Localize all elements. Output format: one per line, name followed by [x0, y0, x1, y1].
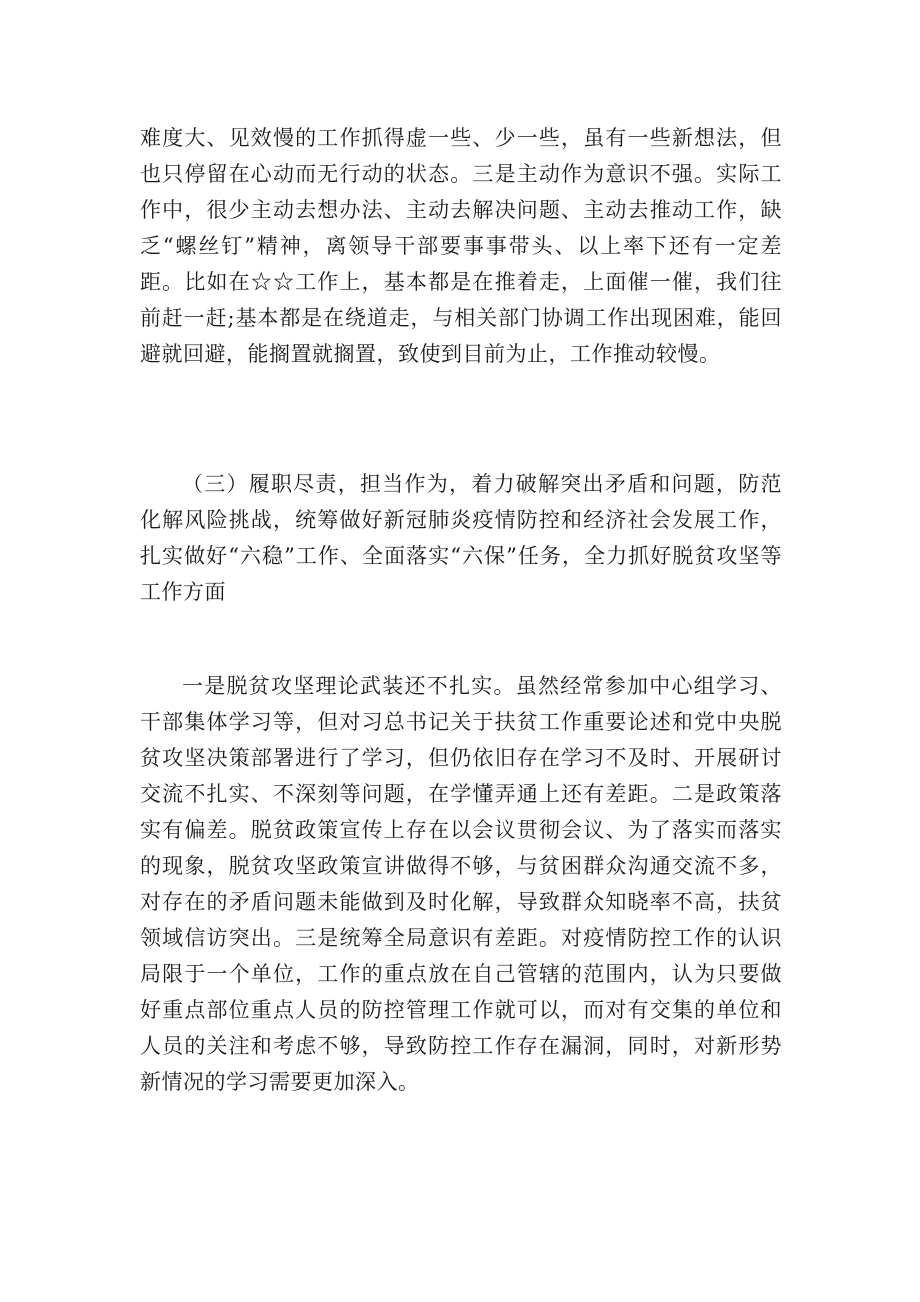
paragraph-continuation: 难度大、见效慢的工作抓得虚一些、少一些，虽有一些新想法，但也只停留在心动而无行动的状态。三是主动作为意识不强。实际工作中，很少主动去想办法、主动去解决问题、主动去推动工作，缺乏“螺丝钉”精神，离领导干部要事事带头、以上率下还有一定差距。比如在☆☆工作上，基本都是在推着走，上面催一催，我们往前赶一赶;基本都是在绕道走，与相关部门协调工作出现困难，能回避就回避，能搁置就搁置，致使到目前为止，工作推动较慢。	[140, 126, 782, 366]
paragraph-body: 一是脱贫攻坚理论武装还不扎实。虽然经常参加中心组学习、干部集体学习等，但对习总书记关于扶贫工作重要论述和党中央脱贫攻坚决策部署进行了学习，但仍依旧存在学习不及时、开展研讨交流不扎实、不深刻等问题，在学懂弄通上还有差距。二是政策落实有偏差。脱贫政策宣传上存在以会议贯彻会议、为了落实而落实的现象，脱贫攻坚政策宣讲做得不够，与贫困群众沟通交流不多，对存在的矛盾问题未能做到及时化解，导致群众知晓率不高，扶贫领域信访突出。三是统筹全局意识有差距。对疫情防控工作的认识局限于一个单位，工作的重点放在自己管辖的范围内，认为只要做好重点部位重点人员的防控管理工作就可以，而对有交集的单位和人员的关注和考虑不够，导致防控工作存在漏洞，同时，对新形势新情况的学习需要更加深入。	[140, 674, 782, 1094]
section-heading-paragraph: （三）履职尽责，担当作为，着力破解突出矛盾和问题，防范化解风险挑战，统筹做好新冠肺炎疫情防控和经济社会发展工作，扎实做好“六稳”工作、全面落实“六保”任务，全力抓好脱贫攻坚等工作方面	[140, 472, 782, 604]
